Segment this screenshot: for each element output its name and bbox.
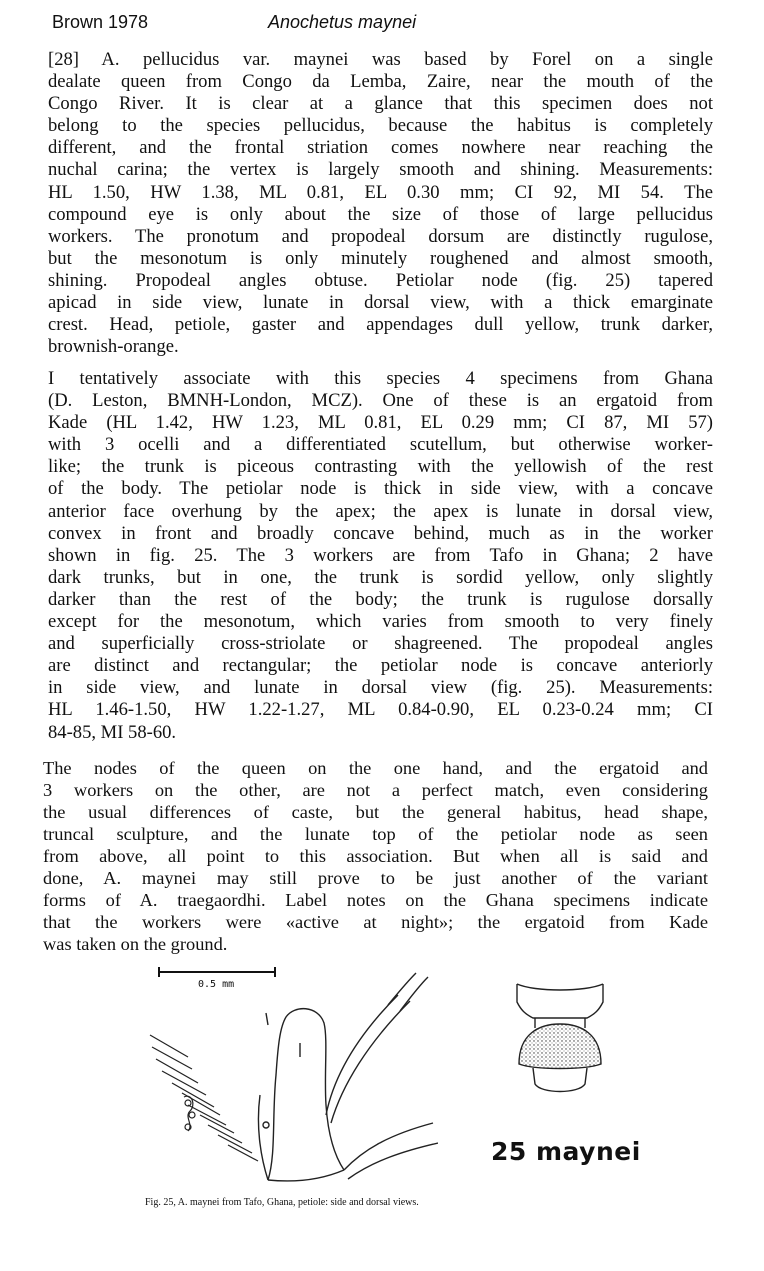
text-line: HL 1.46-1.50, HW 1.22-1.27, ML 0.84-0.90, EL 0.23-0.24 mm; CI — [48, 699, 713, 721]
text-line: belong to the species pellucidus, because the habitus is completely — [48, 115, 713, 137]
text-line: shining. Propodeal angles obtuse. Petiolar node (fig. 25) tapered — [48, 269, 713, 291]
text-line: of the body. The petiolar node is thick in side view, with a concave — [48, 478, 713, 500]
text-line: are distinct and rectangular; the petiolar node is concave anteriorly — [48, 655, 713, 677]
text-line: done, A. maynei may still prove to be just another of the variant — [43, 868, 708, 888]
text-line: different, and the frontal striation comes nowhere near reaching the — [48, 137, 713, 159]
text-line: 3 workers on the other, are not a perfect match, even considering — [43, 780, 708, 800]
text-line: HL 1.50, HW 1.38, ML 0.81, EL 0.30 mm; CI 92, MI 54. The — [48, 181, 713, 203]
text-line: apicad in side view, lunate in dorsal view, with a thick emarginate — [48, 292, 713, 314]
text-line: and superficially cross-striolate or shagreened. The propodeal angles — [48, 633, 713, 655]
running-head-species: Anochetus maynei — [268, 12, 417, 32]
text-line: crest. Head, petiole, gaster and appendages dull yellow, trunk darker, — [48, 314, 713, 336]
text-line: nuchal carina; the vertex is largely smooth and shining. Measurements: — [48, 159, 713, 181]
text-line: forms of A. traegaordhi. Label notes on the Ghana specimens indicate — [43, 890, 708, 910]
text-line: The nodes of the queen on the one hand, and the ergatoid and — [43, 758, 708, 778]
text-line: workers. The pronotum and propodeal dorsum are distinctly rugulose, — [48, 225, 713, 247]
text-line: truncal sculpture, and the lunate top of the petiolar node as seen — [43, 824, 708, 844]
figure-caption: Fig. 25, A. maynei from Tafo, Ghana, petiole: side and dorsal views. — [145, 1197, 419, 1208]
text-line: convex in front and broadly concave behind, much as in the worker — [48, 522, 713, 544]
text-line: I tentatively associate with this species 4 specimens from Ghana — [48, 368, 713, 389]
text-line: except for the mesonotum, which varies from smooth to very finely — [48, 611, 713, 633]
text-line: but the mesonotum is only minutely roughened and almost smooth, — [48, 247, 713, 269]
text-line: darker than the rest of the body; the trunk is rugulose dorsally — [48, 588, 713, 610]
text-line: [28] A. pellucidus var. maynei was based by Forel on a single — [48, 49, 713, 70]
text-line: dark trunks, but in one, the trunk is sordid yellow, only slightly — [48, 566, 713, 588]
text-line: anterior face overhung by the apex; the apex is lunate in dorsal view, — [48, 500, 713, 522]
text-line: that the workers were «active at night»; the ergatoid from Kade — [43, 912, 708, 932]
paragraph-association-discussion — [43, 757, 708, 955]
text-line: in side view, and lunate in dorsal view (fig. 25). Measurements: — [48, 677, 713, 699]
scale-bar-label: 0.5 mm — [198, 979, 235, 990]
text-line: Kade (HL 1.42, HW 1.23, ML 0.81, EL 0.29 mm; CI 87, MI 57) — [48, 412, 713, 434]
text-line: (D. Leston, BMNH-London, MCZ). One of these is an ergatoid from — [48, 390, 713, 412]
petiole-side-view-drawing — [148, 965, 438, 1195]
text-line: the usual differences of caste, but the general habitus, head shape, — [43, 802, 708, 822]
text-line: compound eye is only about the size of those of large pellucidus — [48, 203, 713, 225]
text-line: with 3 ocelli and a differentiated scutellum, but otherwise worker- — [48, 434, 713, 456]
text-line: shown in fig. 25. The 3 workers are from Tafo in Ghana; 2 have — [48, 544, 713, 566]
text-line: from above, all point to this association. But when all is said and — [43, 846, 708, 866]
paragraph-queen-description — [48, 49, 713, 358]
text-line: was taken on the ground. — [43, 934, 228, 954]
figure-label: 25 maynei — [491, 1137, 641, 1166]
text-line: like; the trunk is piceous contrasting with the yellowish of the rest — [48, 456, 713, 478]
running-head-author: Brown 1978 — [52, 12, 149, 32]
text-line: dealate queen from Congo da Lemba, Zaire, near the mouth of the — [48, 71, 713, 93]
text-line: brownish-orange. — [48, 336, 179, 358]
paragraph-ghana-specimens — [48, 368, 713, 744]
petiole-dorsal-view-drawing — [505, 972, 615, 1107]
text-line: Congo River. It is clear at a glance that this specimen does not — [48, 93, 713, 115]
text-line: 84-85, MI 58-60. — [48, 721, 177, 743]
